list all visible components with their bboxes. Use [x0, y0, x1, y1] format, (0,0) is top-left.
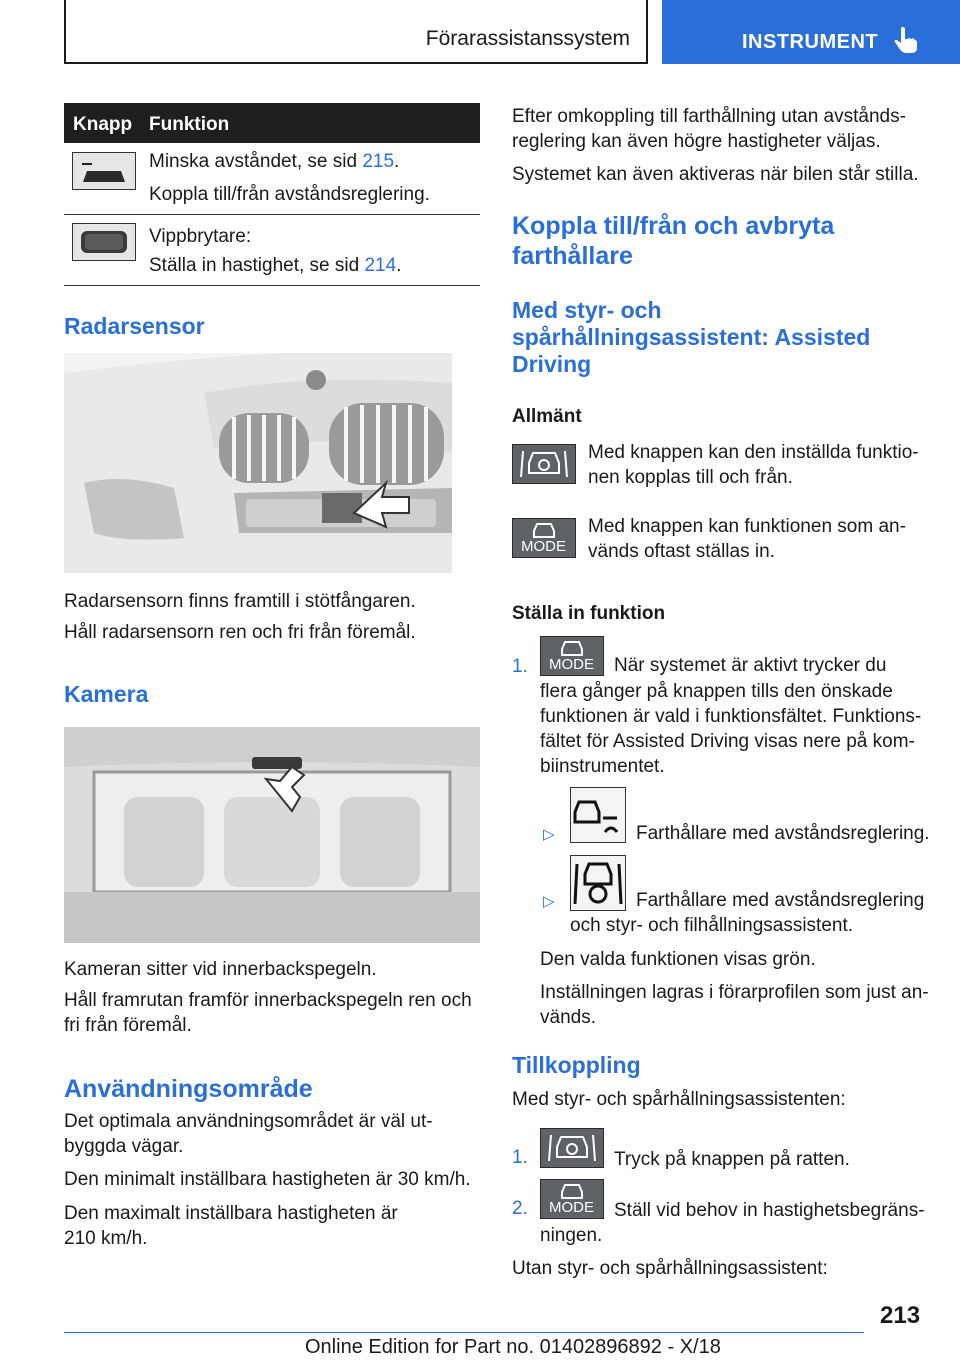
activation-step-1-number: 1.: [512, 1147, 528, 1168]
step-1-line-1: När systemet är aktivt trycker du: [614, 655, 887, 676]
mode-car-icon: [541, 1182, 603, 1200]
radar-text-2: Håll radarsensorn ren och fri från föremål.: [64, 622, 416, 643]
pointing-hand-icon: [894, 26, 918, 54]
table-row-2-line-2: Ställa in hastighet, se sid 214.: [149, 255, 402, 276]
section-heading-line-2: farthållare: [512, 242, 633, 270]
green-note: Den valda funktionen visas grön.: [540, 949, 816, 970]
mode-button-image: [512, 518, 576, 558]
general-text-2b: vänds oftast ställas in.: [588, 541, 775, 562]
step-1-line-3: funktionen är vald i funktionsfältet. Funktions-: [540, 706, 922, 727]
acc-assist-icon-box: [570, 855, 626, 911]
mode-label: MODE: [549, 656, 594, 673]
mode-button-image-step-2: [540, 1179, 604, 1219]
camera-heading: Kamera: [64, 681, 149, 707]
header-frame: [64, 0, 648, 64]
rocker-switch-icon: [73, 224, 135, 260]
step-1-line-2: flera gånger på knappen tills den önskade: [540, 681, 893, 702]
activation-step-2-line-2: ningen.: [540, 1225, 603, 1246]
subsection-heading-line-2: spårhållningsassistent: Assisted: [512, 324, 871, 350]
general-text-1a: Med knappen kan den inställda funktio-: [588, 442, 919, 463]
mode-label: MODE: [549, 1199, 594, 1216]
steering-assist-icon: [513, 445, 575, 483]
general-text-2a: Med knappen kan funktionen som an-: [588, 516, 906, 537]
page-link-214[interactable]: 214: [364, 255, 397, 276]
general-text-1b: nen kopplas till och från.: [588, 467, 793, 488]
activation-heading: Tillkoppling: [512, 1052, 641, 1078]
table-row-1-line-2: Koppla till/från avståndsreglering.: [149, 184, 430, 205]
steering-assist-icon: [541, 1129, 603, 1167]
car-interior-illustration: [64, 727, 480, 943]
camera-photo: [64, 727, 480, 943]
area-text-1b: byggda vägar.: [64, 1136, 184, 1157]
table-header: [64, 103, 480, 143]
distance-button-image: [72, 152, 136, 190]
header-chapter-title: INSTRUMENT: [742, 31, 879, 53]
radar-heading: Radarsensor: [64, 313, 205, 339]
header-chapter-tab: [662, 0, 960, 64]
acc-icon-box: [570, 787, 626, 843]
step-1-number: 1.: [512, 656, 528, 677]
section-heading-line-1: Koppla till/från och avbryta: [512, 212, 835, 240]
step-1-line-5: biinstrumentet.: [540, 756, 665, 777]
camera-text-2a: Håll framrutan framför innerbackspegeln ren och: [64, 990, 472, 1011]
table-divider: [64, 285, 480, 286]
intro-text-2: Systemet kan även aktiveras när bilen står stilla.: [512, 164, 919, 185]
table-col-funktion: Funktion: [149, 114, 230, 135]
area-text-2: Den minimalt inställbara hastigheten är 30 km/h.: [64, 1169, 471, 1190]
subsection-heading-line-3: Driving: [512, 351, 592, 377]
radar-text-1: Radarsensorn finns framtill i stötfångaren.: [64, 591, 416, 612]
step-1-line-4: fältet för Assisted Driving visas nere på kom-: [540, 731, 915, 752]
activation-intro: Med styr- och spårhållningsassistenten:: [512, 1089, 846, 1110]
page-number: 213: [880, 1302, 921, 1329]
area-text-3a: Den maximalt inställbara hastigheten är: [64, 1203, 398, 1224]
mode-car-icon: [541, 639, 603, 657]
without-assist-text: Utan styr- och spårhållningsassistent:: [512, 1258, 828, 1279]
saved-note-line-2: vänds.: [540, 1007, 596, 1028]
option-2-line-2: och styr- och filhållningsassistent.: [570, 915, 854, 936]
table-col-knapp: Knapp: [73, 114, 133, 135]
area-text-3b: 210 km/h.: [64, 1228, 148, 1249]
mode-label: MODE: [521, 538, 566, 555]
subsection-heading-line-1: Med styr- och: [512, 297, 662, 323]
option-2-bullet: ▷: [543, 893, 555, 910]
header-section-title: Förarassistanssystem: [425, 27, 630, 50]
area-heading: Användningsområde: [64, 1075, 313, 1103]
activation-step-2-line-1: Ställ vid behov in hastighetsbegräns-: [614, 1200, 925, 1221]
option-1-bullet: ▷: [543, 826, 555, 843]
distance-reduce-icon: [73, 153, 135, 189]
rocker-switch-image: [72, 223, 136, 261]
assist-button-image-step-1: [540, 1128, 604, 1168]
activation-step-2-number: 2.: [512, 1198, 528, 1219]
mode-button-image-step-1: [540, 636, 604, 676]
car-front-illustration: [64, 353, 452, 573]
saved-note-line-1: Inställningen lagras i förarprofilen som just an-: [540, 982, 929, 1003]
activation-step-1-text: Tryck på knappen på ratten.: [614, 1149, 850, 1170]
general-heading: Allmänt: [512, 406, 582, 427]
table-row-2-line-1: Vippbrytare:: [149, 226, 252, 247]
camera-text-2b: fri från föremål.: [64, 1015, 192, 1036]
camera-text-1: Kameran sitter vid innerbackspegeln.: [64, 959, 377, 980]
radar-sensor-photo: [64, 353, 452, 573]
intro-text-1a: Efter omkoppling till farthållning utan avstånds-: [512, 106, 906, 127]
mode-car-icon: [513, 521, 575, 539]
page-link-215[interactable]: 215: [362, 151, 395, 172]
option-2-line-1: Farthållare med avståndsreglering: [636, 890, 925, 911]
acc-distance-icon: [571, 788, 625, 842]
footer-divider: [64, 1332, 864, 1333]
table-row-1-line-1: Minska avståndet, se sid 215.: [149, 151, 400, 172]
set-function-heading: Ställa in funktion: [512, 603, 666, 624]
area-text-1a: Det optimala användningsområdet är väl ut-: [64, 1111, 433, 1132]
footer-edition: Online Edition for Part no. 01402896892 - X/18: [305, 1336, 721, 1358]
assist-button-image: [512, 444, 576, 484]
acc-steering-assist-icon: [571, 856, 625, 910]
table-divider: [64, 214, 480, 215]
intro-text-1b: reglering kan även högre hastigheter väljas.: [512, 131, 881, 152]
option-1-text: Farthållare med avståndsreglering.: [636, 823, 930, 844]
